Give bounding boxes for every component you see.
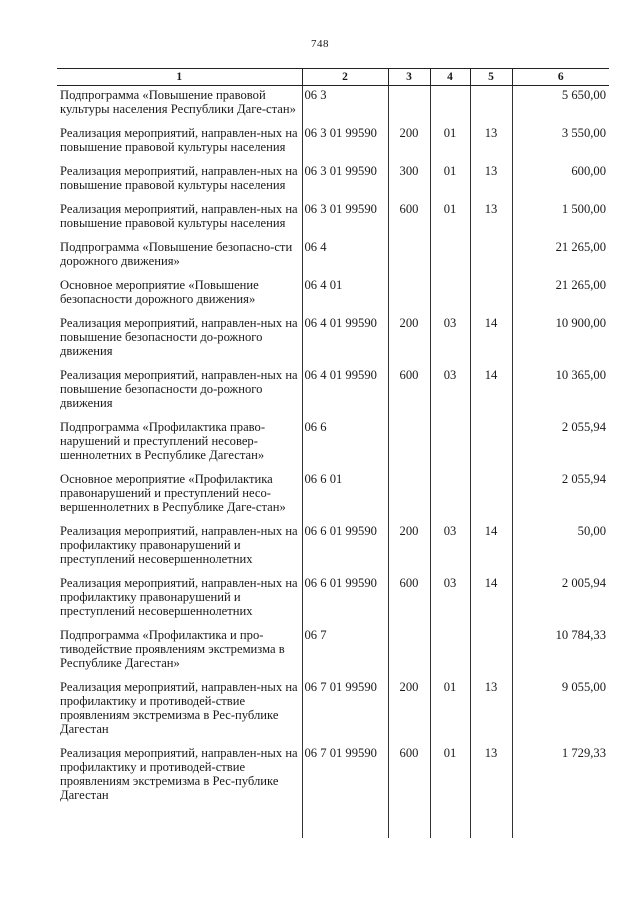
section-cell: [430, 86, 470, 127]
subsection-cell: 13: [470, 164, 512, 202]
item-name-cell: Реализация мероприятий, направлен-ных на профилактику и противодей-ствие проявлениям экстремизма в Рес-публике Дагестан: [60, 746, 298, 802]
expense-type-cell: 200: [388, 126, 430, 164]
table-row: [57, 278, 609, 316]
page-number: 748: [311, 38, 329, 50]
target-code-cell: 06 6 01 99590: [302, 576, 388, 628]
table-row: [57, 202, 609, 240]
column-header-6: 6: [512, 69, 609, 86]
section-cell: 03: [430, 316, 470, 368]
table-row: [57, 240, 609, 278]
item-name-cell: Подпрограмма «Повышение правовой культуры населения Республики Даге-стан»: [60, 88, 296, 116]
item-name-cell: Реализация мероприятий, направлен-ных на повышение безопасности до-рожного движения: [60, 316, 298, 358]
subsection-cell: 14: [470, 524, 512, 576]
subsection-cell: 13: [470, 746, 512, 812]
section-cell: 01: [430, 126, 470, 164]
subsection-cell: [470, 420, 512, 472]
empty-cell: [470, 812, 512, 838]
item-name-cell: Подпрограмма «Профилактика и про-тиводействие проявлениям экстремизма в Республике Дагестан»: [60, 628, 285, 670]
amount-cell: 2 005,94: [512, 576, 609, 628]
item-name-cell: Подпрограмма «Профилактика право-нарушений и преступлений несовер-шеннолетних в Республике Дагестан»: [60, 420, 266, 462]
amount-cell: 50,00: [512, 524, 609, 576]
target-code-cell: 06 3 01 99590: [302, 202, 388, 240]
target-code-cell: 06 4: [302, 240, 388, 278]
section-cell: [430, 420, 470, 472]
item-name-cell: Основное мероприятие «Повышение безопасности дорожного движения»: [60, 278, 259, 306]
target-code-cell: 06 4 01 99590: [302, 368, 388, 420]
table-row: [57, 576, 609, 628]
expense-type-cell: 600: [388, 576, 430, 628]
section-cell: 01: [430, 164, 470, 202]
expense-type-cell: [388, 472, 430, 524]
target-code-cell: 06 4 01 99590: [302, 316, 388, 368]
target-code-cell: 06 7 01 99590: [302, 680, 388, 746]
column-header-1: 1: [57, 69, 302, 86]
subsection-cell: 14: [470, 368, 512, 420]
item-name-cell: Реализация мероприятий, направлен-ных на повышение правовой культуры населения: [60, 126, 298, 154]
item-name-cell: Реализация мероприятий, направлен-ных на повышение правовой культуры населения: [60, 164, 298, 192]
item-name-cell: Реализация мероприятий, направлен-ных на профилактику правонарушений и преступлений несовершеннолетних: [60, 524, 298, 566]
subsection-cell: [470, 240, 512, 278]
amount-cell: 5 650,00: [512, 86, 609, 127]
column-header-2: 2: [302, 69, 388, 86]
expense-type-cell: 600: [388, 202, 430, 240]
target-code-cell: 06 6: [302, 420, 388, 472]
section-cell: 01: [430, 746, 470, 812]
section-cell: [430, 240, 470, 278]
amount-cell: 2 055,94: [512, 420, 609, 472]
item-name-cell: Реализация мероприятий, направлен-ных на повышение правовой культуры населения: [60, 202, 298, 230]
empty-cell: [57, 812, 302, 838]
empty-cell: [388, 812, 430, 838]
section-cell: 03: [430, 576, 470, 628]
table-row: [57, 628, 609, 680]
column-header-3: 3: [388, 69, 430, 86]
subsection-cell: 14: [470, 316, 512, 368]
amount-cell: 600,00: [512, 164, 609, 202]
section-cell: 03: [430, 368, 470, 420]
item-name-cell: Реализация мероприятий, направлен-ных на профилактику и противодей-ствие проявлениям экстремизма в Рес-публике Дагестан: [60, 680, 298, 736]
expense-type-cell: [388, 278, 430, 316]
expense-type-cell: 200: [388, 524, 430, 576]
subsection-cell: 13: [470, 126, 512, 164]
table-row: [57, 420, 609, 472]
empty-cell: [302, 812, 388, 838]
target-code-cell: 06 6 01 99590: [302, 524, 388, 576]
amount-cell: 2 055,94: [512, 472, 609, 524]
expense-type-cell: 600: [388, 368, 430, 420]
table-row: [57, 680, 609, 746]
expense-type-cell: [388, 86, 430, 127]
expense-type-cell: [388, 628, 430, 680]
target-code-cell: 06 3: [302, 86, 388, 127]
target-code-cell: 06 7: [302, 628, 388, 680]
expense-type-cell: 200: [388, 680, 430, 746]
section-cell: 03: [430, 524, 470, 576]
table-row: [57, 368, 609, 420]
amount-cell: 3 550,00: [512, 126, 609, 164]
column-header-5: 5: [470, 69, 512, 86]
section-cell: [430, 628, 470, 680]
amount-cell: 21 265,00: [512, 240, 609, 278]
table-body: [57, 86, 609, 839]
expense-type-cell: [388, 420, 430, 472]
table-row: [57, 316, 609, 368]
subsection-cell: [470, 628, 512, 680]
section-cell: 01: [430, 202, 470, 240]
item-name-cell: Реализация мероприятий, направлен-ных на профилактику правонарушений и преступлений несовершеннолетних: [60, 576, 298, 618]
subsection-cell: [470, 86, 512, 127]
section-cell: [430, 472, 470, 524]
target-code-cell: 06 3 01 99590: [302, 126, 388, 164]
amount-cell: 1 729,33: [512, 746, 609, 812]
target-code-cell: 06 4 01: [302, 278, 388, 316]
empty-cell: [512, 812, 609, 838]
subsection-cell: [470, 472, 512, 524]
item-name-cell: Реализация мероприятий, направлен-ных на повышение безопасности до-рожного движения: [60, 368, 298, 410]
item-name-cell: Основное мероприятие «Профилактика правонарушений и преступлений несо-вершеннолетних в Республике Даге-стан»: [60, 472, 286, 514]
amount-cell: 21 265,00: [512, 278, 609, 316]
subsection-cell: 13: [470, 202, 512, 240]
amount-cell: 10 365,00: [512, 368, 609, 420]
budget-table: [57, 68, 609, 838]
section-cell: 01: [430, 680, 470, 746]
expense-type-cell: 300: [388, 164, 430, 202]
subsection-cell: 14: [470, 576, 512, 628]
table-row: [57, 164, 609, 202]
target-code-cell: 06 7 01 99590: [302, 746, 388, 812]
column-header-4: 4: [430, 69, 470, 86]
table-filler-row: [57, 812, 609, 838]
table-row: [57, 524, 609, 576]
target-code-cell: 06 3 01 99590: [302, 164, 388, 202]
table-row: [57, 746, 609, 812]
table-row: [57, 472, 609, 524]
section-cell: [430, 278, 470, 316]
amount-cell: 1 500,00: [512, 202, 609, 240]
target-code-cell: 06 6 01: [302, 472, 388, 524]
item-name-cell: Подпрограмма «Повышение безопасно-сти дорожного движения»: [60, 240, 293, 268]
subsection-cell: [470, 278, 512, 316]
expense-type-cell: 200: [388, 316, 430, 368]
amount-cell: 10 784,33: [512, 628, 609, 680]
amount-cell: 9 055,00: [512, 680, 609, 746]
table-header-row: [57, 69, 609, 86]
expense-type-cell: 600: [388, 746, 430, 812]
empty-cell: [430, 812, 470, 838]
expense-type-cell: [388, 240, 430, 278]
table-row: [57, 86, 609, 127]
table-row: [57, 126, 609, 164]
amount-cell: 10 900,00: [512, 316, 609, 368]
subsection-cell: 13: [470, 680, 512, 746]
